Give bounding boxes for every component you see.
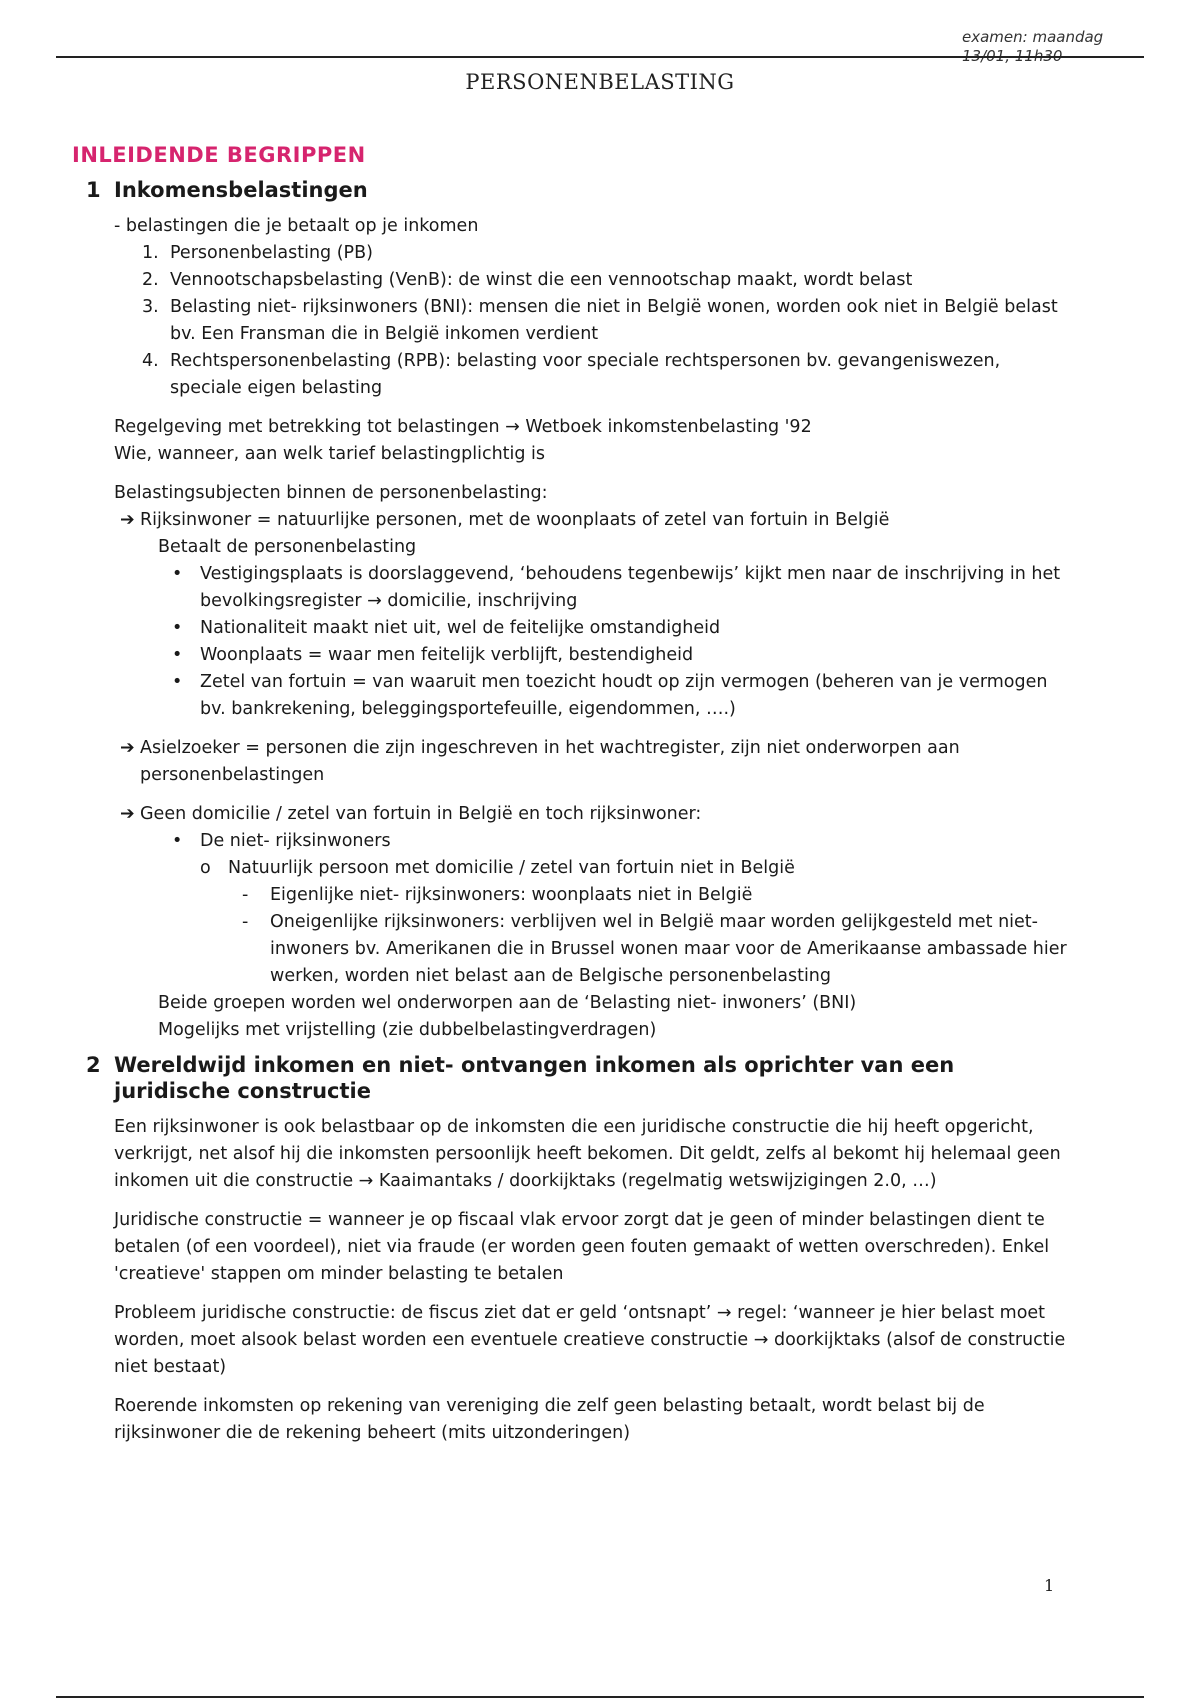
- arrow-icon: ➔: [120, 804, 135, 824]
- arrow-icon: ➔: [120, 738, 135, 758]
- paragraph: Roerende inkomsten op rekening van vereniging die zelf geen belasting betaalt, wordt belast bij de rijksinwoner die de rekening beheert (mits uitzonderingen): [114, 1396, 985, 1443]
- section-title: INLEIDENDE BEGRIPPEN: [72, 143, 366, 167]
- list-item: • Zetel van fortuin = van waaruit men toezicht houdt op zijn vermogen (beheren van je vermogen bv. bankrekening, beleggingsportefeuille, eigendommen, ….): [172, 669, 1072, 723]
- arrow-item-rijksinwoner: ➔ Rijksinwoner = natuurlijke personen, met de woonplaats of zetel van fortuin in België: [120, 507, 1072, 534]
- niet-rijksinwoner-bullets: [72, 828, 1072, 855]
- arrow-icon: ➔: [120, 510, 135, 530]
- sub-list-item: o Natuurlijk persoon met domicilie / zetel van fortuin niet in België: [200, 855, 1072, 882]
- list-item: • De niet- rijksinwoners: [172, 828, 1072, 855]
- bullet-icon: •: [172, 672, 183, 692]
- exemption-line: Mogelijks met vrijstelling (zie dubbelbelastingverdragen): [158, 1020, 657, 1040]
- heading-number: 1: [86, 178, 101, 202]
- arrow-item-geen-domicilie: ➔ Geen domicilie / zetel van fortuin in België en toch rijksinwoner:: [120, 801, 1072, 828]
- arrow-item-asielzoeker: ➔ Asielzoeker = personen die zijn ingeschreven in het wachtregister, zijn niet onderworpen aan personenbelastingen: [120, 735, 1072, 789]
- dash-bullet-icon: -: [242, 912, 249, 932]
- header-rule: [56, 56, 1144, 58]
- list-item: • Vestigingsplaats is doorslaggevend, ‘behoudens tegenbewijs’ kijkt men naar de inschrijving in het bevolkingsregister → domicilie, inschrijving: [172, 561, 1072, 615]
- circle-bullet-icon: o: [200, 858, 211, 878]
- paragraph: Een rijksinwoner is ook belastbaar op de inkomsten die een juridische constructie die hij heeft opgericht, verkrijgt, net alsof hij die inkomsten persoonlijk heeft bekomen. Dit geldt, zelfs al bekomt hij helemaal geen inkomen uit die constructie → Kaaimantaks / doorkijktaks (regelmatig wetswijzigingen 2.0, …): [114, 1117, 1061, 1191]
- dash-bullet-icon: -: [242, 885, 249, 905]
- dash-list-item: - Oneigenlijke rijksinwoners: verblijven wel in België maar worden gelijkgesteld met niet- inwoners bv. Amerikanen die in Brussel wonen maar voor de Amerikaanse ambassade hier werken, worden niet belast aan de Belgische personenbelasting: [242, 909, 1072, 990]
- rijksinwoner-subline: Betaalt de personenbelasting: [158, 537, 417, 557]
- dash-list-item: - Eigenlijke niet- rijksinwoners: woonplaats niet in België: [242, 882, 1072, 909]
- subjects-intro: Belastingsubjecten binnen de personenbelasting:: [114, 483, 548, 503]
- document-title: PERSONENBELASTING: [465, 70, 735, 94]
- paragraph: Juridische constructie = wanneer je op fiscaal vlak ervoor zorgt dat je geen of minder belastingen dient te betalen (of een voordeel), niet via fraude (er worden geen fouten gemaakt of wetten overschreden). Enkel 'creatieve' stappen om minder belasting te betalen: [114, 1210, 1050, 1284]
- list-item: 4. Rechtspersonenbelasting (RPB): belasting voor speciale rechtspersonen bv. gevangeniswezen, speciale eigen belasting: [142, 351, 1001, 398]
- rijksinwoner-bullets: [72, 561, 1072, 723]
- bullet-icon: •: [172, 645, 183, 665]
- footer-rule: [56, 1696, 1144, 1698]
- heading-number: 2: [86, 1053, 101, 1077]
- heading-text: Wereldwijd inkomen en niet- ontvangen inkomen als oprichter van een juridische constructie: [114, 1053, 955, 1103]
- list-item: • Nationaliteit maakt niet uit, wel de feitelijke omstandigheid: [172, 615, 1072, 642]
- list-item: • Woonplaats = waar men feitelijk verblijft, bestendigheid: [172, 642, 1072, 669]
- bullet-icon: •: [172, 564, 183, 584]
- list-item: 2. Vennootschapsbelasting (VenB): de winst die een vennootschap maakt, wordt belast: [142, 270, 913, 290]
- bullet-icon: •: [172, 618, 183, 638]
- paragraph: Probleem juridische constructie: de fiscus ziet dat er geld ‘ontsnapt’ → regel: ‘wanneer je hier belast moet worden, moet alsook belast worden een eventuele creatieve constructie → doorkijktaks (alsof de constructie niet bestaat): [114, 1303, 1066, 1377]
- list-item: 3. Belasting niet- rijksinwoners (BNI): mensen die niet in België wonen, worden ook niet in België belast bv. Een Fransman die in België inkomen verdient: [142, 297, 1058, 344]
- document-body: [72, 142, 1072, 1459]
- regulation-line: Regelgeving met betrekking tot belastingen → Wetboek inkomstenbelasting '92: [114, 417, 812, 437]
- heading-text: Inkomensbelastingen: [114, 178, 368, 202]
- heading-1: [86, 177, 1072, 203]
- intro-line: - belastingen die je betaalt op je inkomen: [114, 216, 479, 236]
- tax-type-list: [72, 240, 1072, 402]
- page-number: 1: [1044, 1576, 1055, 1595]
- regulation-subline: Wie, wanneer, aan welk tarief belastingplichtig is: [114, 444, 546, 464]
- heading-2: [86, 1052, 1072, 1104]
- exam-date-note: examen: maandag 13/01, 11h30: [962, 28, 1104, 65]
- bullet-icon: •: [172, 831, 183, 851]
- both-groups-line: Beide groepen worden wel onderworpen aan de ‘Belasting niet- inwoners’ (BNI): [158, 993, 857, 1013]
- list-item: 1. Personenbelasting (PB): [142, 243, 373, 263]
